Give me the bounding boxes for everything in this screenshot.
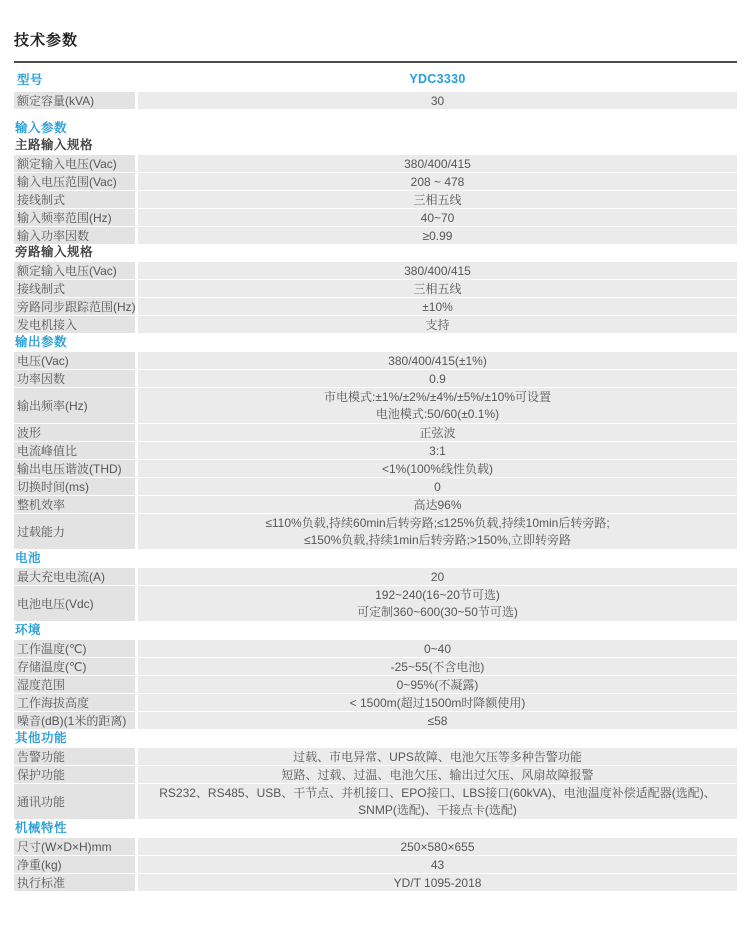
row-label: 额定容量(kVA) [14,92,135,109]
row-label: 整机效率 [14,496,135,513]
row-value: 380/400/415 [138,262,737,279]
row-label: 输入功率因数 [14,227,135,244]
row-label: 通讯功能 [14,784,135,819]
row-value: < 1500m(超过1500m时降额使用) [138,694,737,711]
row-value: 过载、市电异常、UPS故障、电池欠压等多种告警功能 [138,748,737,765]
row-label: 输入频率范围(Hz) [14,209,135,226]
row-value: 支持 [138,316,737,333]
row-label: 噪音(dB)(1米的距离) [14,712,135,729]
row-label: 尺寸(W×D×H)mm [14,838,135,855]
row-label: 电池电压(Vdc) [14,586,135,621]
spec-row [14,209,737,226]
section-title: 输入参数 [15,121,68,135]
row-value: 40~70 [138,209,737,226]
spec-row [14,191,737,208]
spec-row [14,676,737,693]
row-label: 额定输入电压(Vac) [14,262,135,279]
row-label: 存储温度(℃) [14,658,135,675]
section-title: 输出参数 [15,335,68,349]
row-value: ≥0.99 [138,227,737,244]
spec-row [14,658,737,675]
spec-row [14,568,737,585]
row-value: ±10% [138,298,737,315]
row-label: 告警功能 [14,748,135,765]
row-label: 工作温度(℃) [14,640,135,657]
row-label: 净重(kg) [14,856,135,873]
row-value [138,784,737,819]
row-label: 旁路同步跟踪范围(Hz) [14,298,135,315]
row-value-line: 市电模式:±1%/±2%/±4%/±5%/±10%可设置 [324,389,551,404]
row-value: <1%(100%线性负载) [138,460,737,477]
row-value: 250×580×655 [138,838,737,855]
row-label: 接线制式 [14,191,135,208]
row-value: 高达96% [138,496,737,513]
spec-row [14,784,737,819]
spec-row [14,694,737,711]
section-title: 机械特性 [15,821,68,835]
row-label: 湿度范围 [14,676,135,693]
row-value-line: RS232、RS485、USB、干节点、并机接口、EPO接口、LBS接口(60kVA)、电池温度补偿适配器(选配)、 [159,785,716,800]
spec-row [14,280,737,297]
row-value: 43 [138,856,737,873]
spec-row [14,874,737,891]
row-value: 0.9 [138,370,737,387]
spec-row [14,262,737,279]
section-title: 电池 [15,551,42,565]
row-label: 额定输入电压(Vac) [14,155,135,172]
row-label: 过载能力 [14,514,135,549]
row-value: 30 [138,92,737,109]
row-value: 正弦波 [138,424,737,441]
spec-row [14,712,737,729]
row-value: YD/T 1095-2018 [138,874,737,891]
row-label: 接线制式 [14,280,135,297]
row-value: 380/400/415 [138,155,737,172]
spec-row [14,640,737,657]
subsection-title: 旁路输入规格 [15,245,94,259]
row-value: 380/400/415(±1%) [138,352,737,369]
row-value: 0~95%(不凝露) [138,676,737,693]
model-row-value: YDC3330 [409,72,466,86]
row-label: 输入电压范围(Vac) [14,173,135,190]
row-label: 电流峰值比 [14,442,135,459]
spec-row [14,388,737,423]
row-value: 三相五线 [138,280,737,297]
spec-table-body [14,92,737,891]
row-value: 三相五线 [138,191,737,208]
spec-row [14,514,737,549]
row-value [138,586,737,621]
spec-row [14,442,737,459]
row-label: 波形 [14,424,135,441]
spec-row [14,370,737,387]
section-title: 环境 [15,623,42,637]
row-value: 0 [138,478,737,495]
spec-row [14,766,737,783]
row-label: 输出频率(Hz) [14,388,135,423]
row-value-line: ≤150%负载,持续1min后转旁路;>150%,立即转旁路 [304,532,571,547]
row-value: 短路、过载、过温、电池欠压、输出过欠压、风扇故障报警 [138,766,737,783]
row-value: 3:1 [138,442,737,459]
spec-row [14,227,737,244]
spec-row [14,838,737,855]
row-value-line: 电池模式:50/60(±0.1%) [375,406,500,421]
row-value-line: SNMP(选配)、干接点卡(选配) [358,802,517,817]
row-label: 最大充电电流(A) [14,568,135,585]
row-value: 20 [138,568,737,585]
spec-row [14,92,737,109]
spec-row [14,478,737,495]
row-value [138,388,737,423]
spec-row [14,586,737,621]
row-label: 输出电压谐波(THD) [14,460,135,477]
row-value [138,514,737,549]
spec-row [14,748,737,765]
model-row-label: 型号 [17,73,44,87]
top-rule-divider [14,61,737,63]
subsection-title: 主路输入规格 [15,138,94,152]
row-value-line: 可定制360~600(30~50节可选) [357,604,518,619]
row-label: 功率因数 [14,370,135,387]
spec-row [14,352,737,369]
page-title: 技术参数 [14,32,79,49]
row-value-line: 192~240(16~20节可选) [375,587,500,602]
row-label: 工作海拔高度 [14,694,135,711]
row-value: 0~40 [138,640,737,657]
spec-row [14,496,737,513]
spec-row [14,155,737,172]
section-title: 其他功能 [15,731,68,745]
row-value-line: ≤110%负载,持续60min后转旁路;≤125%负载,持续10min后转旁路; [265,515,610,530]
row-label: 切换时间(ms) [14,478,135,495]
row-label: 执行标准 [14,874,135,891]
spec-row [14,856,737,873]
spec-row [14,298,737,315]
row-value: ≤58 [138,712,737,729]
spec-row [14,173,737,190]
row-label: 保护功能 [14,766,135,783]
spec-row [14,424,737,441]
spec-row [14,460,737,477]
row-value: -25~55(不含电池) [138,658,737,675]
spec-row [14,316,737,333]
row-label: 发电机接入 [14,316,135,333]
model-row [14,66,737,92]
row-value: 208 ~ 478 [138,173,737,190]
row-label: 电压(Vac) [14,352,135,369]
